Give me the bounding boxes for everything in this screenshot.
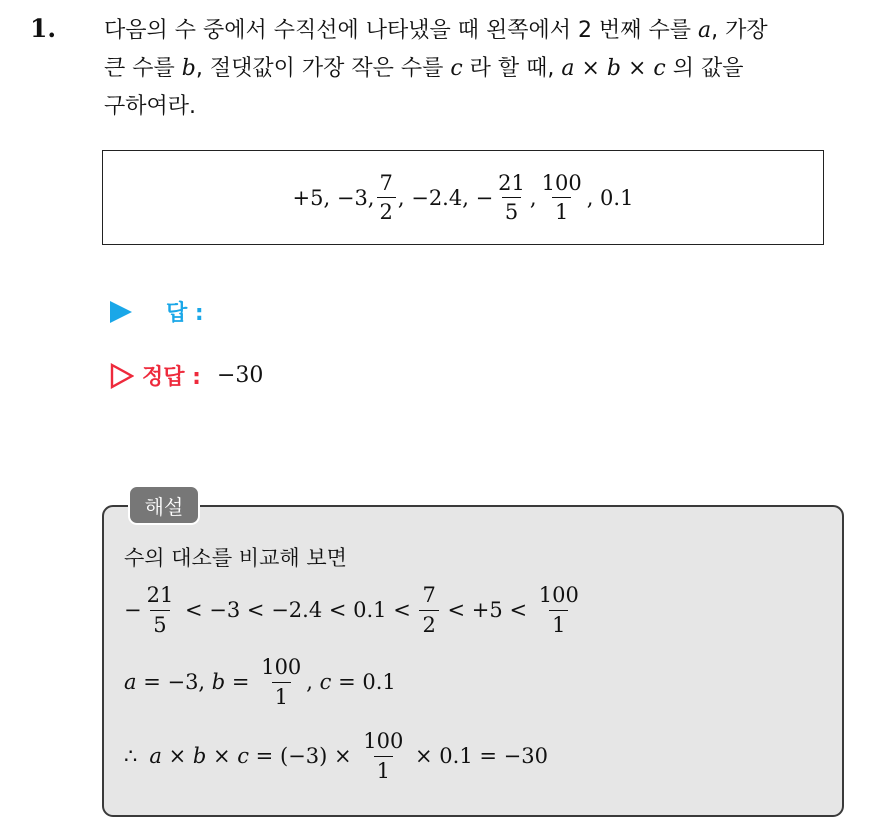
outline-triangle-icon [110,363,134,389]
solution-content [124,540,584,794]
question-number: 1. [30,14,57,43]
correct-answer-value: −30 [216,363,264,388]
fraction: $\frac{100}{1}$ [538,583,579,637]
fraction-seven-halves: $\frac{7}{2}$ [377,172,396,223]
answer-label: 답 : [166,301,204,326]
answer-row [110,296,204,327]
solution-line-4: ∴ a × b × c = (−3) × $\frac{100}{1}$ × 0.1 = −30 [124,729,548,783]
fraction: $\frac{100}{1}$ [261,655,302,709]
fraction: $\frac{7}{2}$ [419,584,438,635]
question-text [104,12,864,126]
numbers-box: +5, −3, $\frac{7}{2}$ , −2.4, − $\frac{21}{5}$ , $\frac{100}{1}$ , 0.1 [102,150,824,245]
fraction-100-over-1: $\frac{100}{1}$ [541,170,582,224]
therefore-symbol: ∴ [124,744,138,768]
fraction: $\frac{21}{5}$ [146,583,174,637]
solution-line-2: − $\frac{21}{5}$ < −3 < −2.4 < 0.1 < $\frac{7}{2}$ < +5 < $\frac{100}{1}$ [124,574,584,646]
fraction-21-fifths: $\frac{21}{5}$ [498,170,525,224]
question-line-3: 구하여라. [104,94,197,119]
correct-answer-row [110,360,263,391]
solution-line-3: a = −3, b = $\frac{100}{1}$ , c = 0.1 [124,655,396,709]
correct-answer-label: 정답 : [142,365,201,390]
solution-tab: 해설 [128,485,200,525]
question-line-1: 다음의 수 중에서 수직선에 나타냈을 때 왼쪽에서 2 번째 수를 a, 가장 [104,18,768,43]
play-triangle-icon [110,301,132,323]
question-line-2: 큰 수를 b, 절댓값이 가장 작은 수를 c 라 할 때, a × b × c 의 값을 [104,56,744,81]
solution-line-1: 수의 대소를 비교해 보면 [124,546,347,570]
fraction: $\frac{100}{1}$ [363,729,404,783]
